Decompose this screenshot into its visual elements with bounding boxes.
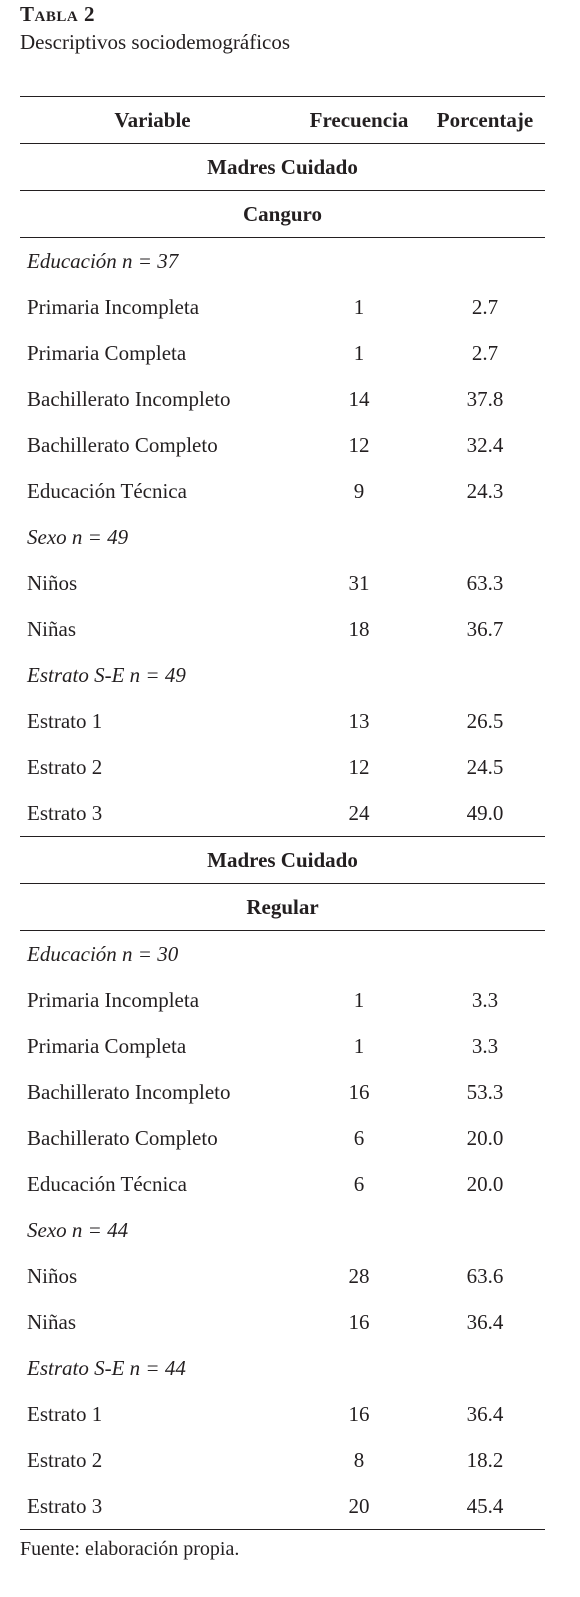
row-porcentaje: 32.4 [466,433,504,457]
row-frecuencia: 1 [353,341,365,365]
table-row [20,977,545,1023]
row-porcentaje: 49.0 [425,790,545,837]
table-body [20,144,545,1530]
row-porcentaje: 36.7 [466,617,504,641]
row-variable: Bachillerato Completo [27,433,218,457]
row-frecuencia: 16 [348,1402,370,1426]
row-variable: Estrato 1 [27,709,103,733]
table-row [20,790,545,837]
row-porcentaje: 36.4 [466,1402,504,1426]
table-row [20,1069,545,1115]
row-porcentaje: 3.3 [471,988,499,1012]
row-variable: Niños [27,1264,78,1288]
table-row [20,1437,545,1483]
row-frecuencia: 18 [348,617,370,641]
row-variable: Primaria Incompleta [27,988,200,1012]
row-variable: Estrato 2 [27,1448,103,1472]
header-frecuencia: Frecuencia [285,97,425,144]
row-variable: Bachillerato Incompleto [27,1080,231,1104]
table-row [20,1299,545,1345]
table-row [20,468,545,514]
section-header-row [20,1207,545,1253]
section-label: Sexo n = 44 [27,1218,129,1242]
row-variable: Primaria Completa [27,341,187,365]
section-label: Estrato S-E n = 44 [27,1356,186,1380]
table-row [20,284,545,330]
row-porcentaje: 24.5 [466,755,504,779]
row-frecuencia: 16 [348,1080,370,1104]
row-porcentaje: 18.2 [466,1448,504,1472]
row-porcentaje: 3.3 [471,1034,499,1058]
row-frecuencia: 16 [348,1310,370,1334]
row-frecuencia: 9 [353,479,365,503]
table-row [20,376,545,422]
table-row [20,1391,545,1437]
row-variable: Bachillerato Incompleto [27,387,231,411]
section-label: Sexo n = 49 [27,525,129,549]
section-header-row [20,652,545,698]
table-row [20,698,545,744]
row-frecuencia: 20 [285,1483,425,1530]
group-header-row [20,837,545,884]
row-frecuencia: 14 [348,387,370,411]
group-subheader: Canguro [20,191,545,238]
row-frecuencia: 28 [348,1264,370,1288]
section-label: Educación n = 37 [27,249,179,273]
row-variable: Estrato 3 [20,1483,285,1530]
table-row [20,560,545,606]
table-row [20,606,545,652]
row-porcentaje: 2.7 [471,295,499,319]
row-variable: Niños [27,571,78,595]
section-header-row [20,514,545,560]
row-frecuencia: 24 [285,790,425,837]
row-variable: Educación Técnica [27,479,187,503]
group-header: Madres Cuidado [20,837,545,884]
section-header-row [20,238,545,285]
section-label: Estrato S-E n = 49 [27,663,186,687]
group-header: Madres Cuidado [20,144,545,191]
row-frecuencia: 1 [353,988,365,1012]
table-row [20,1023,545,1069]
row-porcentaje: 37.8 [466,387,504,411]
row-porcentaje: 26.5 [466,709,504,733]
header-variable: Variable [20,97,285,144]
group-subheader-row [20,884,545,931]
table-row [20,1115,545,1161]
row-frecuencia: 8 [353,1448,365,1472]
table-title [20,2,95,27]
table-row [20,422,545,468]
table-row [20,1483,545,1530]
row-frecuencia: 1 [353,1034,365,1058]
row-frecuencia: 12 [348,433,370,457]
row-variable: Estrato 2 [27,755,103,779]
table-title-number: 2 [83,2,95,26]
section-header-row [20,1345,545,1391]
section-header-row [20,931,545,978]
section-label: Educación n = 30 [27,942,179,966]
header-porcentaje: Porcentaje [425,97,545,144]
sociodemographic-table [20,96,545,1530]
row-variable: Niñas [27,1310,76,1334]
group-subheader: Regular [20,884,545,931]
row-variable: Bachillerato Completo [27,1126,218,1150]
row-frecuencia: 1 [353,295,365,319]
group-subheader-row [20,191,545,238]
table-title-label: Tabla [20,2,79,26]
row-porcentaje: 2.7 [471,341,499,365]
table-row [20,1161,545,1207]
table-row [20,1253,545,1299]
row-variable: Estrato 1 [27,1402,103,1426]
table-footnote: Fuente: elaboración propia. [20,1538,240,1560]
row-porcentaje: 45.4 [425,1483,545,1530]
row-porcentaje: 20.0 [466,1172,504,1196]
row-frecuencia: 13 [348,709,370,733]
row-porcentaje: 20.0 [466,1126,504,1150]
table-row [20,330,545,376]
group-header-row [20,144,545,191]
row-variable: Primaria Completa [27,1034,187,1058]
row-porcentaje: 53.3 [466,1080,504,1104]
row-frecuencia: 12 [348,755,370,779]
row-frecuencia: 6 [353,1172,365,1196]
table-row [20,744,545,790]
row-porcentaje: 24.3 [466,479,504,503]
table-subtitle: Descriptivos sociodemográficos [20,30,291,54]
row-porcentaje: 63.3 [466,571,504,595]
row-variable: Educación Técnica [27,1172,187,1196]
row-frecuencia: 6 [353,1126,365,1150]
row-variable: Niñas [27,617,76,641]
row-variable: Primaria Incompleta [27,295,200,319]
row-porcentaje: 36.4 [466,1310,504,1334]
row-porcentaje: 63.6 [466,1264,504,1288]
row-frecuencia: 31 [348,571,370,595]
table-header [20,97,545,144]
row-variable: Estrato 3 [20,790,285,837]
header-row [20,97,545,144]
